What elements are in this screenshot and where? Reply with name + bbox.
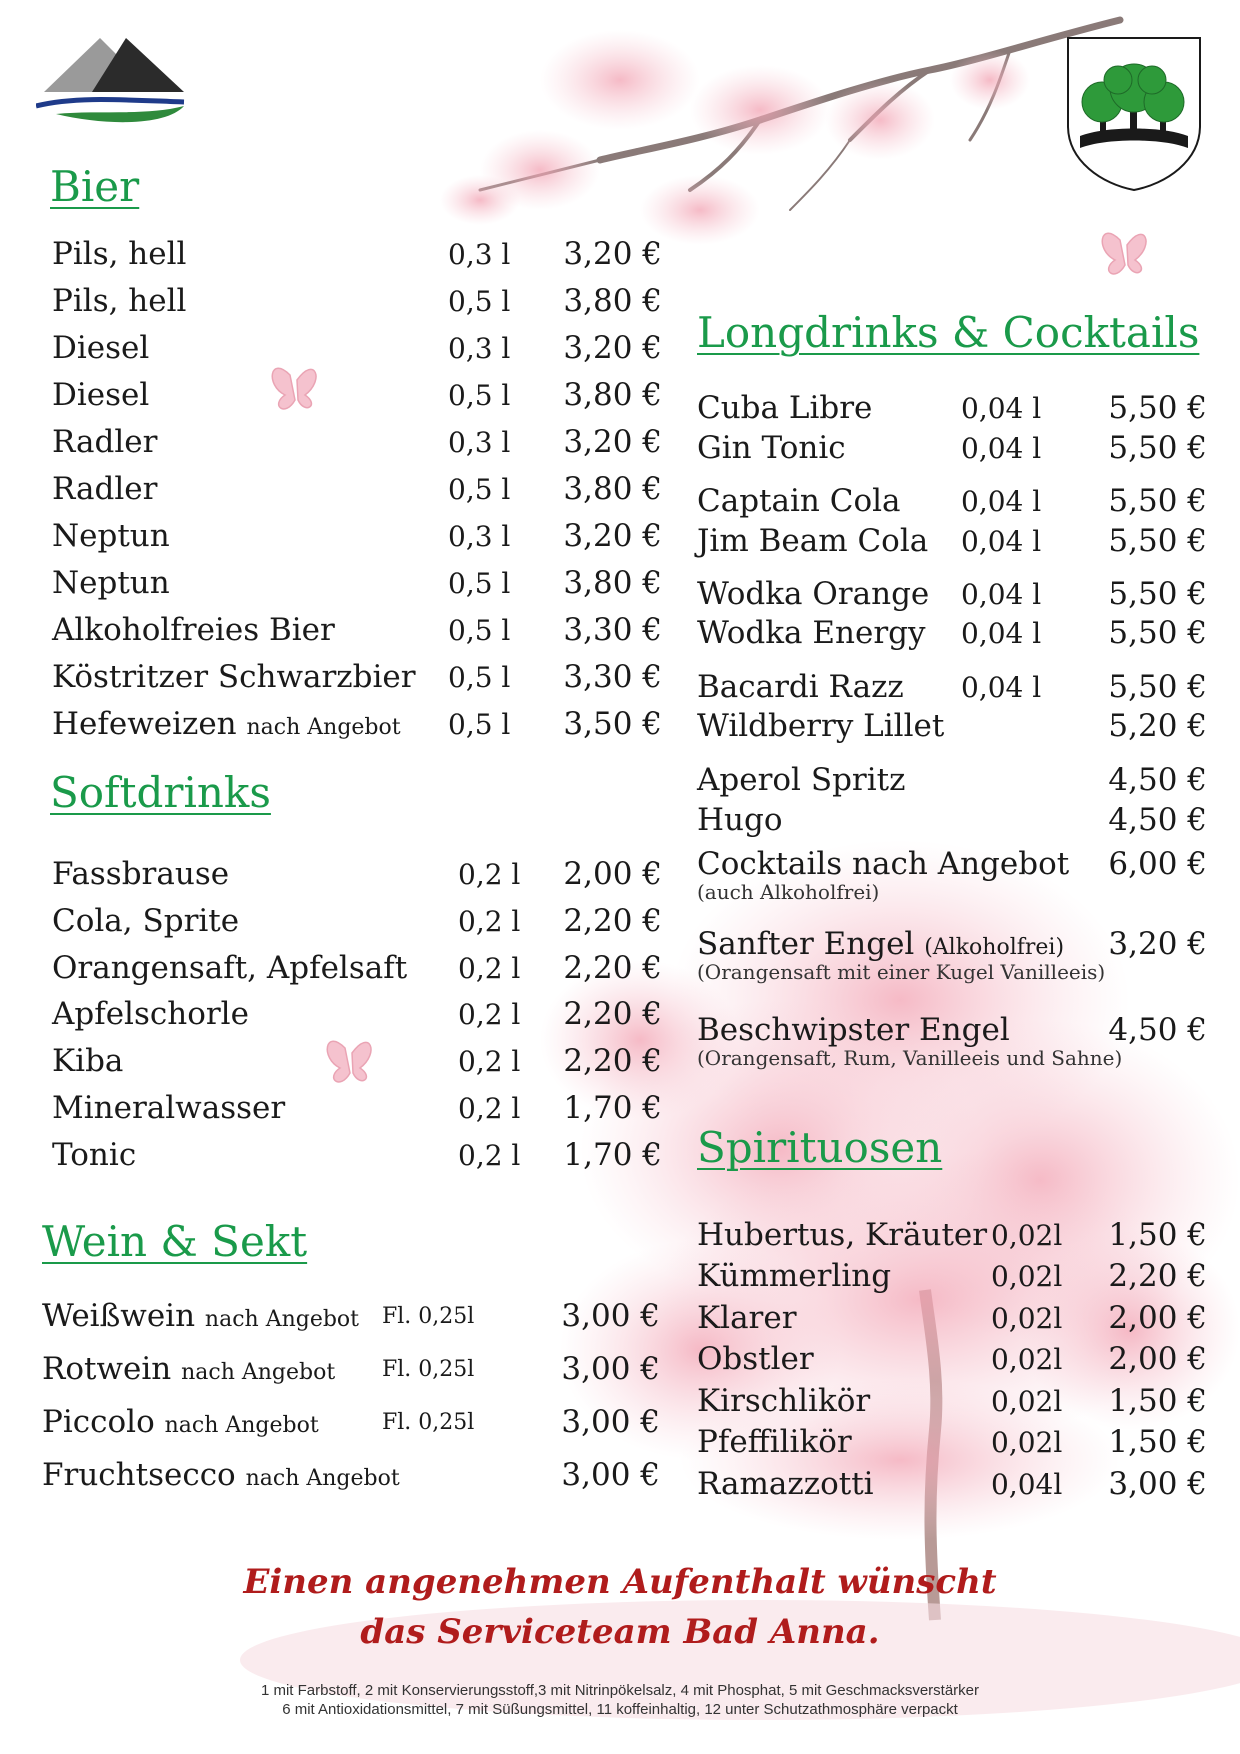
menu-row bbox=[697, 390, 1207, 430]
menu-row bbox=[42, 1457, 660, 1497]
item-name-text: Fruchtsecco bbox=[42, 1457, 236, 1493]
menu-row bbox=[52, 1137, 662, 1177]
menu-row bbox=[697, 1466, 1207, 1506]
item-name-text: Pils, hell bbox=[52, 283, 187, 319]
item-volume: 0,2 l bbox=[458, 1045, 521, 1078]
item-volume: 0,04 l bbox=[961, 578, 1042, 611]
item-name bbox=[697, 523, 928, 559]
item-name bbox=[697, 802, 783, 838]
item-price: 2,00 € bbox=[563, 856, 662, 892]
item-price: 3,00 € bbox=[561, 1298, 660, 1334]
item-name-text: Cocktails nach Angebot bbox=[697, 846, 1070, 882]
item-name bbox=[52, 471, 157, 507]
item-name bbox=[697, 762, 905, 798]
item-price: 5,50 € bbox=[1108, 523, 1207, 559]
item-name bbox=[52, 283, 186, 319]
item-volume: 0,02l bbox=[991, 1343, 1063, 1376]
item-name bbox=[697, 430, 846, 466]
item-name bbox=[697, 576, 929, 612]
menu-row bbox=[52, 612, 662, 652]
menu-row bbox=[697, 708, 1207, 748]
item-price: 3,20 € bbox=[563, 330, 662, 366]
item-name-text: Captain Cola bbox=[697, 483, 901, 519]
item-name bbox=[52, 518, 170, 554]
menu-row bbox=[42, 1298, 660, 1338]
item-price: 3,20 € bbox=[1108, 926, 1207, 962]
item-price: 3,00 € bbox=[561, 1351, 660, 1387]
item-name-text: Diesel bbox=[52, 377, 150, 413]
menu-row bbox=[697, 615, 1207, 655]
menu-row bbox=[42, 1351, 660, 1391]
item-price: 5,50 € bbox=[1108, 576, 1207, 612]
menu-row bbox=[697, 483, 1207, 523]
menu-row bbox=[52, 903, 662, 943]
item-name-text: Weißwein bbox=[42, 1298, 196, 1334]
item-name bbox=[697, 1300, 797, 1336]
item-price: 3,20 € bbox=[563, 518, 662, 554]
item-volume: 0,5 l bbox=[448, 285, 511, 318]
menu-row bbox=[52, 283, 662, 323]
menu-row bbox=[52, 1043, 662, 1083]
item-name-text: Fassbrause bbox=[52, 856, 230, 892]
item-name-text: Cola, Sprite bbox=[52, 903, 240, 939]
menu-row bbox=[52, 471, 662, 511]
item-name bbox=[697, 1341, 814, 1377]
item-volume: 0,5 l bbox=[448, 661, 511, 694]
item-price: 2,00 € bbox=[1108, 1341, 1207, 1377]
item-volume: 0,04l bbox=[991, 1468, 1063, 1501]
item-price: 3,20 € bbox=[563, 236, 662, 272]
item-price: 3,30 € bbox=[563, 659, 662, 695]
item-name-text: Kiba bbox=[52, 1043, 124, 1079]
additive-footnote-line1: 1 mit Farbstoff, 2 mit Konservierungsstoff,3 mit Nitrinpökelsalz, 4 mit Phosphat, 5 mit Geschmacksverstärker bbox=[260, 1682, 980, 1699]
item-name-text: Diesel bbox=[52, 330, 150, 366]
menu-row bbox=[697, 576, 1207, 616]
item-name-text: Hefeweizen bbox=[52, 706, 237, 742]
item-volume: 0,04 l bbox=[961, 617, 1042, 650]
item-name-text: Ramazzotti bbox=[697, 1466, 874, 1502]
item-volume: 0,2 l bbox=[458, 1092, 521, 1125]
footer-wish-line2: das Serviceteam Bad Anna. bbox=[360, 1612, 880, 1652]
item-name bbox=[42, 1298, 359, 1334]
item-name-text: Apfelschorle bbox=[52, 996, 249, 1032]
item-price: 2,20 € bbox=[563, 950, 662, 986]
menu-row bbox=[52, 518, 662, 558]
item-name-text: Wodka Energy bbox=[697, 615, 926, 651]
menu-row bbox=[52, 1090, 662, 1130]
item-name bbox=[52, 659, 416, 695]
item-name-text: Köstritzer Schwarzbier bbox=[52, 659, 416, 695]
item-name-text: Aperol Spritz bbox=[697, 762, 906, 798]
item-name-text: Klarer bbox=[697, 1300, 797, 1336]
item-volume: 0,04 l bbox=[961, 671, 1042, 704]
item-name-text: Gin Tonic bbox=[697, 430, 846, 466]
item-volume: 0,5 l bbox=[448, 567, 511, 600]
item-name-text: Pfeffilikör bbox=[697, 1424, 852, 1460]
item-price: 3,80 € bbox=[563, 565, 662, 601]
item-name-text: Alkoholfreies Bier bbox=[52, 612, 335, 648]
item-name bbox=[52, 236, 186, 272]
item-description: (auch Alkoholfrei) bbox=[697, 880, 880, 904]
item-volume: 0,04 l bbox=[961, 485, 1042, 518]
item-volume: 0,04 l bbox=[961, 392, 1042, 425]
item-name bbox=[697, 1258, 891, 1294]
item-name bbox=[52, 565, 170, 601]
item-name-text: Radler bbox=[52, 471, 158, 507]
item-note: nach Angebot bbox=[164, 1413, 319, 1438]
item-price: 2,20 € bbox=[563, 996, 662, 1032]
item-price: 1,70 € bbox=[563, 1137, 662, 1173]
item-price: 1,50 € bbox=[1108, 1424, 1207, 1460]
item-name-text: Neptun bbox=[52, 518, 170, 554]
item-name bbox=[697, 846, 1069, 882]
item-price: 3,80 € bbox=[563, 377, 662, 413]
menu-row bbox=[42, 1404, 660, 1444]
item-volume: 0,04 l bbox=[961, 432, 1042, 465]
menu-row bbox=[697, 430, 1207, 470]
item-name bbox=[697, 1383, 870, 1419]
item-price: 1,70 € bbox=[563, 1090, 662, 1126]
item-note: (Alkoholfrei) bbox=[924, 935, 1065, 960]
item-name-text: Bacardi Razz bbox=[697, 669, 904, 705]
item-name bbox=[52, 424, 157, 460]
item-price: 2,20 € bbox=[563, 1043, 662, 1079]
item-name-text: Hugo bbox=[697, 802, 783, 838]
item-name bbox=[697, 483, 901, 519]
item-name bbox=[52, 856, 229, 892]
menu-row bbox=[52, 950, 662, 990]
item-price: 5,50 € bbox=[1108, 615, 1207, 651]
menu-row bbox=[697, 1341, 1207, 1381]
menu-row bbox=[697, 1217, 1207, 1257]
item-name bbox=[52, 1090, 285, 1126]
item-name-text: Radler bbox=[52, 424, 158, 460]
menu-row bbox=[697, 1383, 1207, 1423]
item-name bbox=[52, 330, 149, 366]
item-name bbox=[697, 1466, 874, 1502]
item-name-text: Obstler bbox=[697, 1341, 814, 1377]
item-description: (Orangensaft, Rum, Vanilleeis und Sahne) bbox=[697, 1046, 1123, 1070]
item-name bbox=[52, 1043, 123, 1079]
item-name-text: Mineralwasser bbox=[52, 1090, 286, 1126]
item-volume: 0,2 l bbox=[458, 998, 521, 1031]
item-volume: 0,02l bbox=[991, 1219, 1063, 1252]
item-volume: 0,04 l bbox=[961, 525, 1042, 558]
item-name bbox=[42, 1351, 335, 1387]
menu-row bbox=[697, 926, 1207, 984]
item-name bbox=[42, 1457, 400, 1493]
item-description: (Orangensaft mit einer Kugel Vanilleeis) bbox=[697, 960, 1106, 984]
item-name bbox=[52, 996, 249, 1032]
item-price: 1,50 € bbox=[1108, 1383, 1207, 1419]
item-name-text: Kirschlikör bbox=[697, 1383, 871, 1419]
item-name bbox=[697, 1424, 852, 1460]
item-name bbox=[52, 903, 239, 939]
item-price: 4,50 € bbox=[1108, 762, 1207, 798]
additive-footnote-line2: 6 mit Antioxidationsmittel, 7 mit Süßungsmittel, 11 koffeinhaltig, 12 unter Schutzathmosphäre verpackt bbox=[282, 1701, 958, 1718]
item-name bbox=[697, 615, 926, 651]
item-price: 3,30 € bbox=[563, 612, 662, 648]
menu-row bbox=[697, 1300, 1207, 1340]
menu-row bbox=[52, 330, 662, 370]
item-price: 4,50 € bbox=[1108, 802, 1207, 838]
menu-row bbox=[52, 377, 662, 417]
item-name bbox=[697, 669, 904, 705]
item-name-text: Sanfter Engel bbox=[697, 926, 915, 962]
item-volume: 0,02l bbox=[991, 1385, 1063, 1418]
item-name-text: Hubertus, Kräuter bbox=[697, 1217, 988, 1253]
menu-row bbox=[52, 996, 662, 1036]
item-name-text: Wildberry Lillet bbox=[697, 708, 945, 744]
item-price: 3,80 € bbox=[563, 471, 662, 507]
section-title-spirituosen: Spirituosen bbox=[697, 1123, 943, 1172]
item-volume: 0,2 l bbox=[458, 905, 521, 938]
item-volume: 0,3 l bbox=[448, 332, 511, 365]
item-price: 3,80 € bbox=[563, 283, 662, 319]
item-volume: 0,3 l bbox=[448, 426, 511, 459]
item-volume: 0,02l bbox=[991, 1302, 1063, 1335]
item-volume: 0,5 l bbox=[448, 614, 511, 647]
footer-wish-line1: Einen angenehmen Aufenthalt wünscht bbox=[243, 1562, 997, 1602]
item-name bbox=[42, 1404, 319, 1440]
section-title-softdrinks: Softdrinks bbox=[50, 768, 271, 817]
item-volume: Fl. 0,25l bbox=[382, 1304, 475, 1329]
item-name bbox=[52, 1137, 136, 1173]
item-price: 1,50 € bbox=[1108, 1217, 1207, 1253]
item-price: 2,20 € bbox=[1108, 1258, 1207, 1294]
menu-row bbox=[697, 802, 1207, 842]
item-note: nach Angebot bbox=[204, 1307, 360, 1332]
item-name bbox=[697, 1012, 1010, 1048]
item-price: 2,00 € bbox=[1108, 1300, 1207, 1336]
item-name bbox=[697, 390, 872, 426]
item-volume: 0,02l bbox=[991, 1426, 1063, 1459]
menu-row bbox=[52, 424, 662, 464]
item-price: 5,50 € bbox=[1108, 390, 1207, 426]
item-price: 5,50 € bbox=[1108, 669, 1207, 705]
item-note: nach Angebot bbox=[245, 1466, 400, 1491]
item-name bbox=[52, 612, 335, 648]
item-name-text: Piccolo bbox=[42, 1404, 155, 1440]
item-name-text: Neptun bbox=[52, 565, 170, 601]
item-price: 5,20 € bbox=[1108, 708, 1207, 744]
menu-row bbox=[52, 659, 662, 699]
item-name-text: Tonic bbox=[52, 1137, 137, 1173]
item-price: 5,50 € bbox=[1108, 483, 1207, 519]
menu-row bbox=[697, 762, 1207, 802]
section-title-wein-sekt: Wein & Sekt bbox=[42, 1217, 308, 1266]
item-volume: 0,2 l bbox=[458, 952, 521, 985]
menu-row bbox=[52, 565, 662, 605]
item-name bbox=[697, 708, 944, 744]
item-volume: 0,02l bbox=[991, 1260, 1063, 1293]
item-price: 3,20 € bbox=[563, 424, 662, 460]
item-name bbox=[52, 377, 149, 413]
item-note: nach Angebot bbox=[181, 1360, 336, 1385]
menu-row bbox=[697, 846, 1207, 904]
item-name-text: Pils, hell bbox=[52, 236, 187, 272]
item-volume: Fl. 0,25l bbox=[382, 1357, 475, 1382]
menu-row bbox=[52, 236, 662, 276]
item-volume: 0,3 l bbox=[448, 238, 511, 271]
item-name-text: Rotwein bbox=[42, 1351, 172, 1387]
item-note: nach Angebot bbox=[246, 715, 401, 740]
item-volume: 0,5 l bbox=[448, 708, 511, 741]
item-name bbox=[52, 706, 401, 742]
item-name-text: Orangensaft, Apfelsaft bbox=[52, 950, 408, 986]
menu-row bbox=[697, 1258, 1207, 1298]
item-name bbox=[697, 1217, 987, 1253]
item-price: 3,50 € bbox=[563, 706, 662, 742]
tree-crest-icon bbox=[1066, 36, 1202, 192]
menu-row bbox=[697, 669, 1207, 709]
mountain-logo-icon bbox=[36, 34, 186, 129]
section-title-longdrinks: Longdrinks & Cocktails bbox=[697, 308, 1200, 357]
item-price: 5,50 € bbox=[1108, 430, 1207, 466]
item-volume: 0,5 l bbox=[448, 473, 511, 506]
item-name-text: Beschwipster Engel bbox=[697, 1012, 1010, 1048]
item-name bbox=[697, 926, 1064, 962]
item-volume: 0,5 l bbox=[448, 379, 511, 412]
menu-row bbox=[52, 856, 662, 896]
menu-row bbox=[52, 706, 662, 746]
item-volume: 0,2 l bbox=[458, 1139, 521, 1172]
section-title-bier: Bier bbox=[50, 162, 140, 211]
menu-row bbox=[697, 523, 1207, 563]
item-name bbox=[52, 950, 407, 986]
item-price: 4,50 € bbox=[1108, 1012, 1207, 1048]
item-volume: Fl. 0,25l bbox=[382, 1410, 475, 1435]
item-name-text: Cuba Libre bbox=[697, 390, 873, 426]
item-price: 3,00 € bbox=[561, 1404, 660, 1440]
item-name-text: Wodka Orange bbox=[697, 576, 930, 612]
item-volume: 0,2 l bbox=[458, 858, 521, 891]
item-name-text: Kümmerling bbox=[697, 1258, 892, 1294]
item-price: 3,00 € bbox=[1108, 1466, 1207, 1502]
item-name-text: Jim Beam Cola bbox=[697, 523, 929, 559]
item-price: 2,20 € bbox=[563, 903, 662, 939]
item-volume: 0,3 l bbox=[448, 520, 511, 553]
menu-row bbox=[697, 1424, 1207, 1464]
menu-row bbox=[697, 1012, 1207, 1070]
item-price: 3,00 € bbox=[561, 1457, 660, 1493]
item-price: 6,00 € bbox=[1108, 846, 1207, 882]
